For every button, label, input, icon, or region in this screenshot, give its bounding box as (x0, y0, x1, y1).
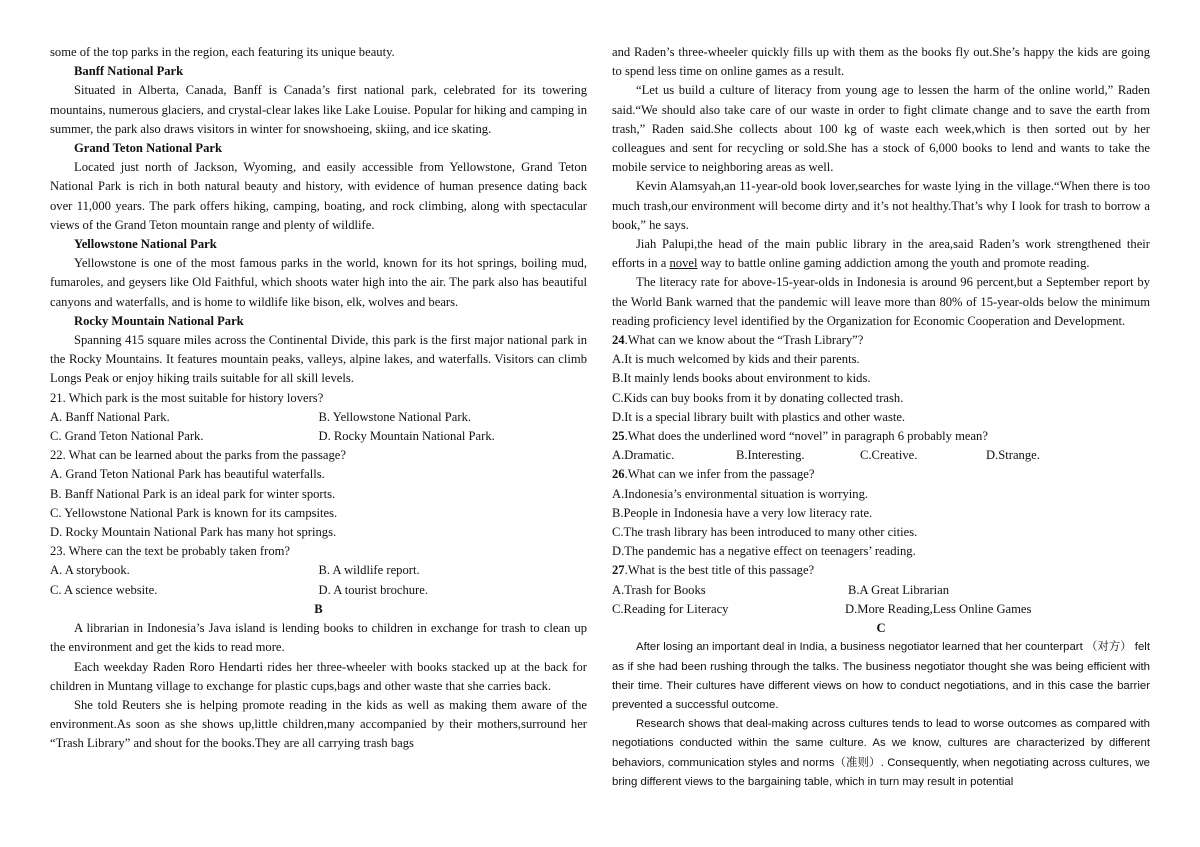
passage-b-para-1: A librarian in Indonesia’s Java island is lending books to children in exchange for trash to clean up the environment and get the kids to read more. (50, 621, 587, 655)
passage-c-para-1: After losing an important deal in India, a business negotiator learned that her counterpart （对方） felt as if she had been rushing through the talks. The business negotiator thought she was being efficient with their time. Their cultures have different views on how to conduct negotiations, and in this case the barrier prevented a successful outcome. (612, 641, 1150, 711)
question-26-text: .What can we infer from the passage? (624, 467, 815, 482)
option-26c: C.The trash library has been introduced to many other cities. (612, 525, 918, 540)
passage-b-para-5: Kevin Alamsyah,an 11-year-old book lover,searches for waste lying in the village.“When there is too much trash,our environment will become dirty and it’s not healthy.That’s why I look for trash to borrow a book,” he says. (612, 179, 1150, 232)
park-heading-grand-teton: Grand Teton National Park (74, 141, 223, 156)
park-text-rocky-mountain: Spanning 415 square miles across the Continental Divide, this park is the first major national park in the Rocky Mountains. It features mountain peaks, valleys, alpine lakes, and waterfalls. Visitors can climb Longs Peak or enjoy hiking trails suitable for all skill levels. (50, 333, 587, 386)
option-23c: C. A science website. (50, 582, 158, 597)
question-22-stem: 22. What can be learned about the parks from the passage? (50, 448, 346, 463)
option-22d: D. Rocky Mountain National Park has many hot springs. (50, 525, 337, 540)
question-23-options-row2 (50, 581, 587, 600)
passage-b-para-3: She told Reuters she is helping promote reading in the kids as well as making them aware of the environment.As soon as she shows up,little children,many accompanied by their mothers,surround her “Trash Library” and shout for the books.They are all carrying trash bags (50, 697, 587, 751)
question-21-options-row1 (50, 408, 587, 427)
option-25c: C.Creative. (860, 448, 918, 463)
question-27-text: .What is the best title of this passage? (624, 563, 815, 578)
passage-b-para-2: Each weekday Raden Roro Hendarti rides her three-wheeler with books stacked up at the back for children in Muntang village to exchange for plastic cups,bags and other waste that she carries back. (50, 659, 587, 693)
section-b-heading: B (314, 601, 323, 616)
option-24c: C.Kids can buy books from it by donating collected trash. (612, 390, 904, 405)
option-23b: B. A wildlife report. (318, 563, 420, 578)
option-22c: C. Yellowstone National Park is known for its campsites. (50, 505, 338, 520)
option-21a: A. Banff National Park. (50, 409, 170, 424)
option-24a: A.It is much welcomed by kids and their parents. (612, 352, 860, 367)
passage-b-para-7: The literacy rate for above-15-year-olds in Indonesia is around 96 percent,but a September report by the World Bank warned that the pandemic will leave more than 80% of 15-year-olds below the minimum reading proficiency level identified by the Organization for Economic Cooperation and Development. (612, 275, 1150, 328)
option-22b: B. Banff National Park is an ideal park for winter sports. (50, 486, 336, 501)
park-text-yellowstone: Yellowstone is one of the most famous parks in the world, known for its hot springs, boiling mud, fumaroles, and geysers like Old Faithful, which shoots water high into the air. The park also has beautiful canyons and waterfalls, and is home to wildlife like bison, elk, wolves and bears. (50, 256, 587, 309)
question-24-stem (612, 331, 1150, 350)
section-c-heading: C (876, 621, 886, 636)
park-heading-yellowstone: Yellowstone National Park (74, 237, 217, 252)
question-25-options (612, 446, 1150, 465)
intro-tail: some of the top parks in the region, each featuring its unique beauty. (50, 45, 395, 59)
option-25d: D.Strange. (986, 448, 1040, 463)
question-27-stem (612, 561, 1150, 580)
option-27b: B.A Great Librarian (848, 582, 950, 597)
para-6-after: way to battle online gaming addiction among the youth and promote reading. (697, 256, 1090, 271)
option-26b: B.People in Indonesia have a very low literacy rate. (612, 505, 873, 520)
option-26a: A.Indonesia’s environmental situation is worrying. (612, 486, 869, 501)
question-25-number: 25 (612, 429, 625, 444)
option-25a: A.Dramatic. (612, 448, 675, 463)
option-21b: B. Yellowstone National Park. (318, 409, 472, 424)
passage-b-para-6 (612, 235, 1150, 273)
question-27-number: 27 (612, 563, 625, 578)
option-21c: C. Grand Teton National Park. (50, 429, 204, 444)
para-6-before: Jiah Palupi,the head of the main public library in the area,said Raden’s work strengthened their efforts in a (612, 237, 1150, 271)
park-text-grand-teton: Located just north of Jackson, Wyoming, and easily accessible from Yellowstone, Grand Teton National Park is rich in both natural beauty and history, with evidence of human presence dating back over 11,000 years. The park offers hiking, camping, boating, and rock climbing, along with spectacular views of the Grand Teton mountain range and plenty of wildlife. (50, 160, 587, 232)
option-23d: D. A tourist brochure. (318, 582, 428, 597)
question-27-options-row2 (612, 600, 1150, 619)
park-text-banff: Situated in Alberta, Canada, Banff is Canada’s first national park, celebrated for its towering mountains, numerous glaciers, and crystal-clear lakes like Lake Louise. Popular for hiking and camping in summer, the park also draws visitors in winter for snowshoeing, skiing, and ice skating. (50, 83, 587, 136)
question-26-number: 26 (612, 467, 625, 482)
question-26-stem (612, 465, 1150, 484)
question-23-stem: 23. Where can the text be probably taken from? (50, 544, 291, 559)
question-21-stem: 21. Which park is the most suitable for history lovers? (50, 390, 324, 405)
right-column (612, 43, 1150, 792)
passage-b-para-4: “Let us build a culture of literacy from young age to lessen the harm of the online world,” Raden said.“We should also take care of our waste in order to fight climate change and to save the earth from trash,” Raden said.She collects about 100 kg of waste each week,which is then sorted out by her colleagues and sent for recycling or sold.She has a stock of 6,000 books to lend and wants to take the mobile service to neighboring areas as well. (612, 83, 1150, 175)
passage-c-para-2: Research shows that deal-making across cultures tends to lead to worse outcomes as compared with negotiations conducted within the same culture. As we know, cultures are characterized by different behaviors, communication styles and norms（准则）. Consequently, when negotiating across cultures, we bring different views to the bargaining table, which in turn may result in potential (612, 718, 1150, 788)
option-22a: A. Grand Teton National Park has beautiful waterfalls. (50, 467, 325, 482)
question-24-text: .What can we know about the “Trash Library”? (624, 333, 864, 348)
question-27-options-row1 (612, 581, 1150, 600)
option-24b: B.It mainly lends books about environment to kids. (612, 371, 871, 386)
option-27c: C.Reading for Literacy (612, 601, 729, 616)
park-heading-rocky-mountain: Rocky Mountain National Park (74, 313, 244, 328)
passage-b-continued: and Raden’s three-wheeler quickly fills up with them as the books fly out.She’s happy the kids are going to spend less time on online games as a result. (612, 45, 1150, 79)
option-25b: B.Interesting. (736, 448, 805, 463)
question-24-number: 24 (612, 333, 625, 348)
option-23a: A. A storybook. (50, 563, 130, 578)
left-column (50, 43, 587, 754)
question-21-options-row2 (50, 427, 587, 446)
option-24d: D.It is a special library built with plastics and other waste. (612, 409, 906, 424)
option-21d: D. Rocky Mountain National Park. (318, 429, 495, 444)
park-heading-banff: Banff National Park (74, 64, 184, 79)
question-25-text: .What does the underlined word “novel” in paragraph 6 probably mean? (624, 429, 988, 444)
option-27a: A.Trash for Books (612, 582, 706, 597)
question-23-options-row1 (50, 561, 587, 580)
option-26d: D.The pandemic has a negative effect on teenagers’ reading. (612, 544, 916, 559)
question-25-stem (612, 427, 1150, 446)
underlined-word-novel: novel (669, 256, 698, 271)
option-27d: D.More Reading,Less Online Games (845, 601, 1032, 616)
